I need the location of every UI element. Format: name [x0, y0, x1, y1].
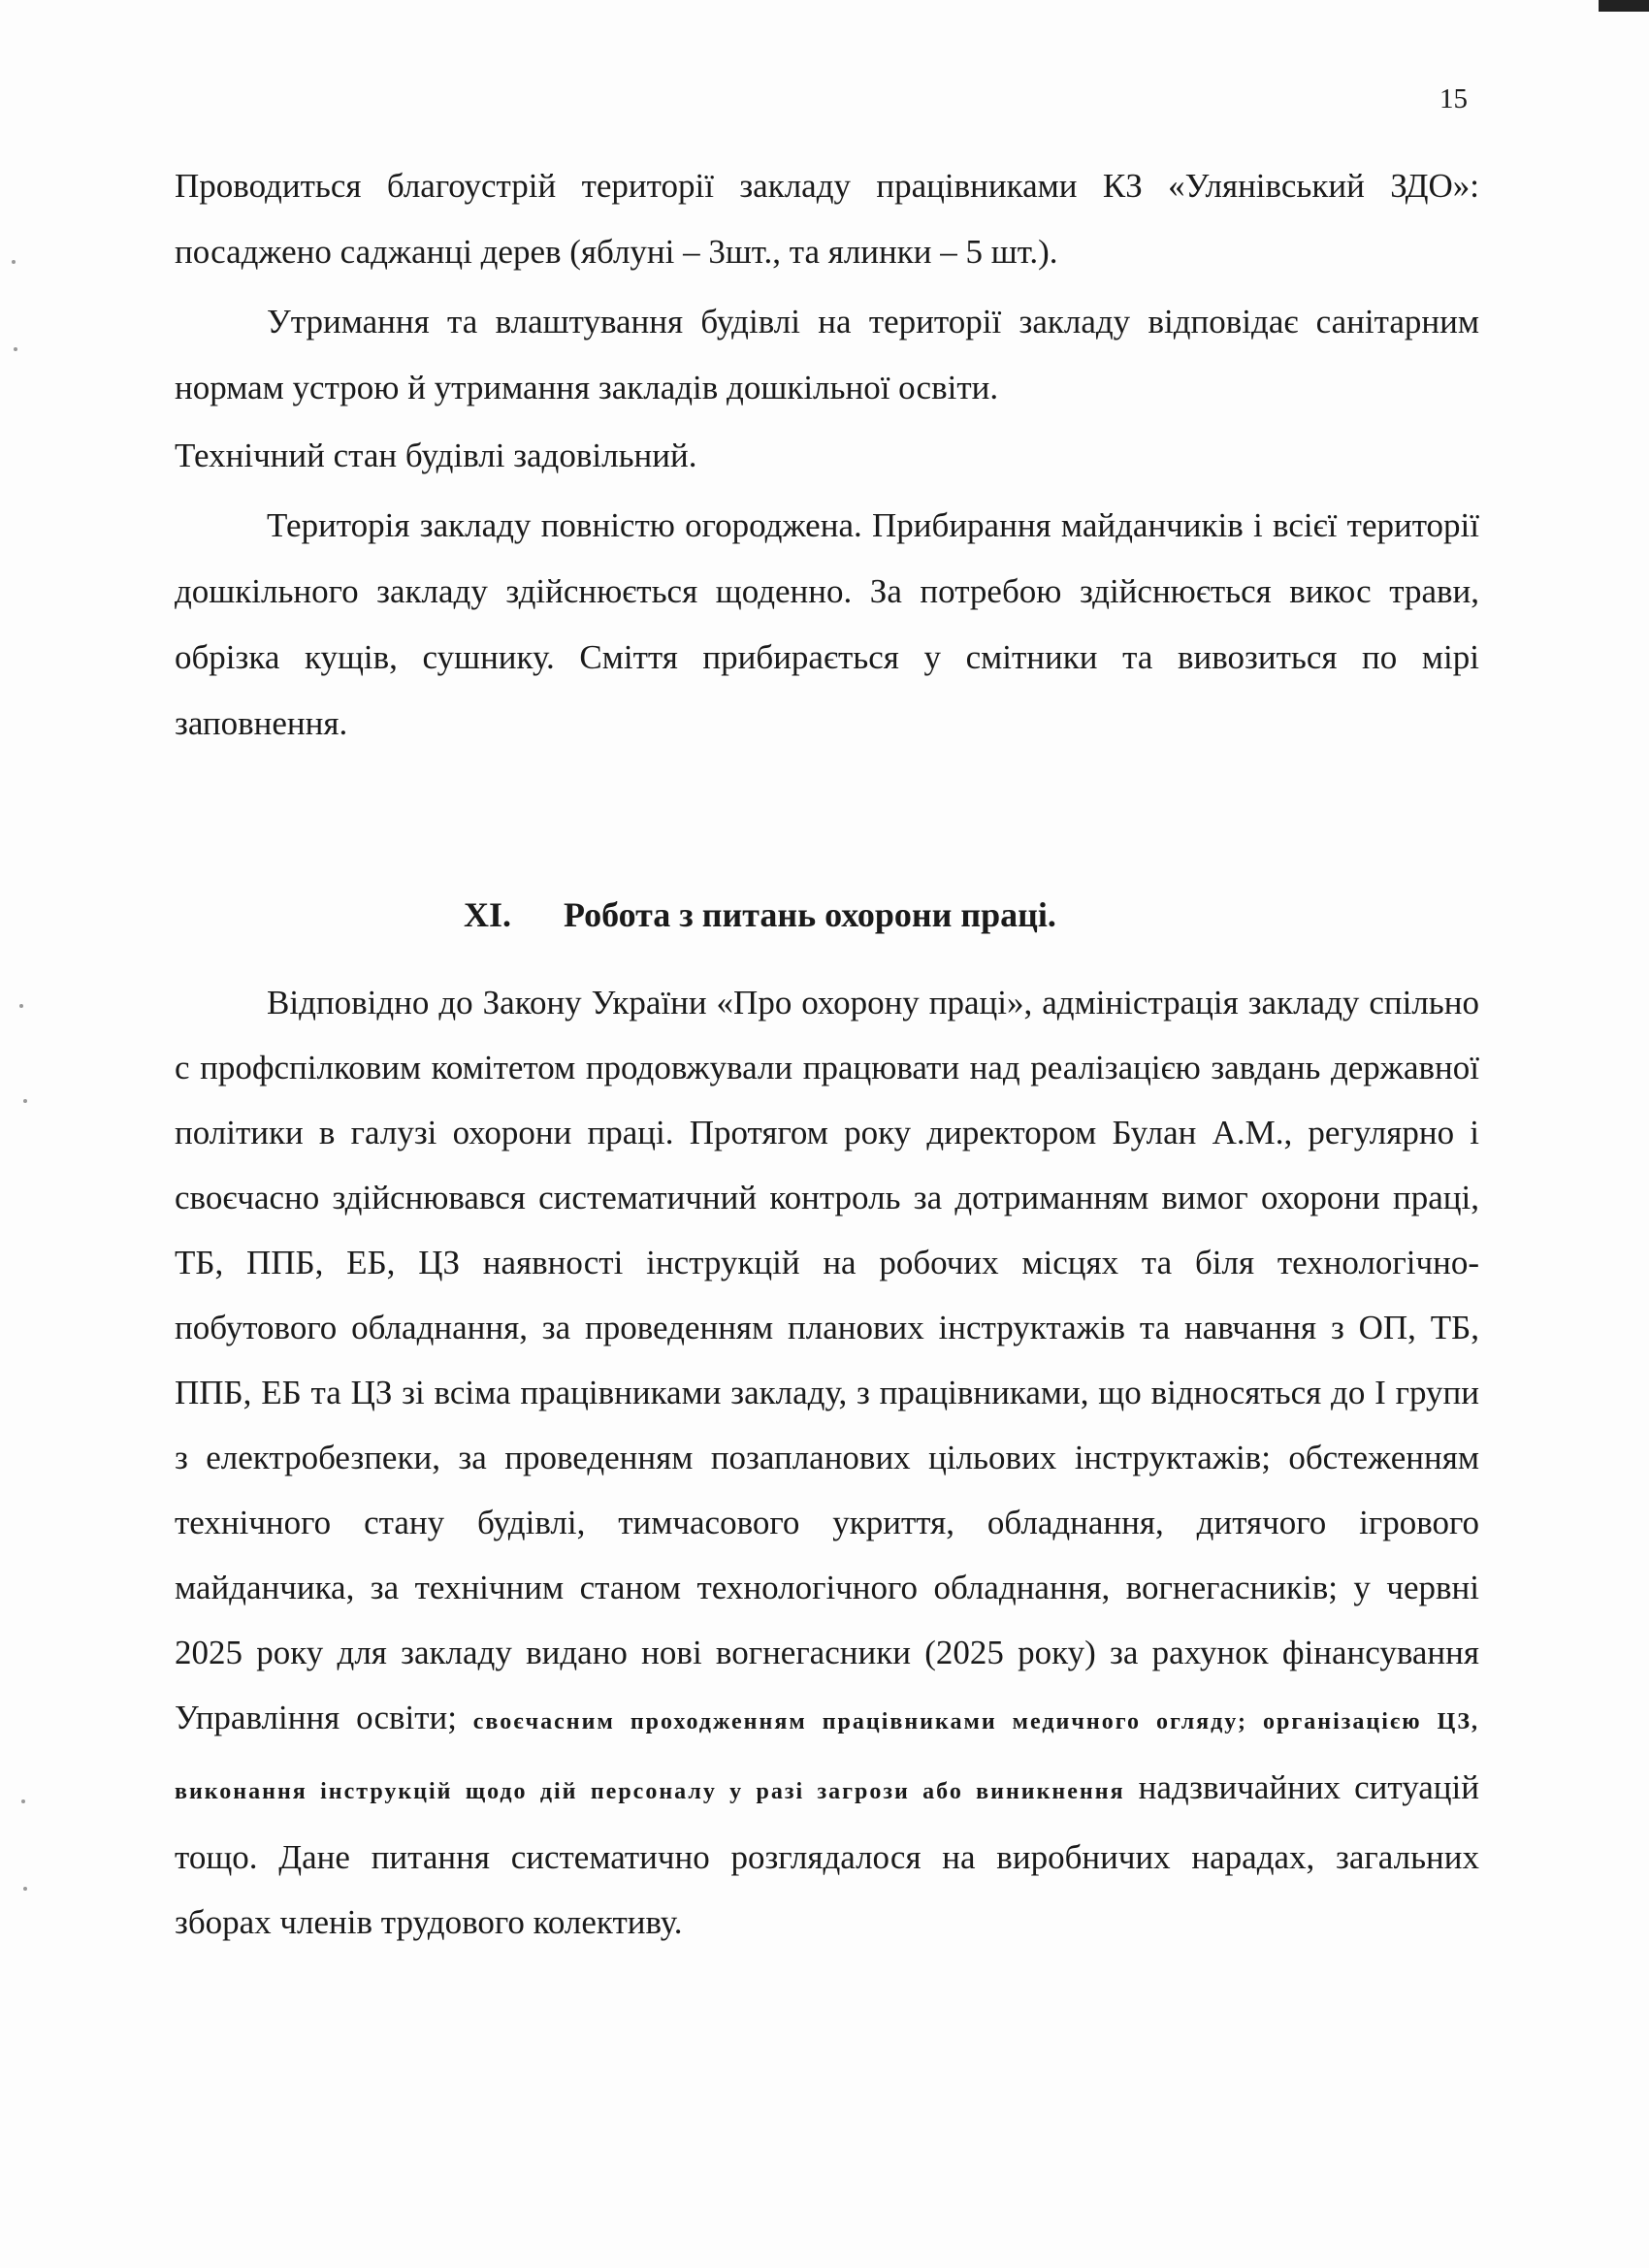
labor-safety-text-end: надзвичайних ситуацій тощо. Дане питання систематично розглядалося на виробничих нарадах, загальних зборах членів трудового колективу.	[175, 1768, 1479, 1941]
section-heading	[464, 894, 1056, 935]
labor-safety-text: Відповідно до Закону України «Про охорону праці», адміністрація закладу спільно с профспілковим комітетом продовжували працювати над реалізацією завдань державної політики в галузі охорони праці. Протягом року директором Булан А.М., регулярно і своєчасно здійснювався систематичний контроль за дотриманням вимог охорони праці, ТБ, ППБ, ЕБ, ЦЗ наявності інструкцій на робочих місцях та біля технологічно-побутового обладнання, за проведенням планових інструктажів та навчання з ОП, ТБ, ППБ, ЕБ та ЦЗ зі всіма працівниками закладу, з працівниками, що відносяться до І групи з електробезпеки, за проведенням позапланових цільових інструктажів; обстеженням технічного стану будівлі, тимчасового укриття, обладнання, дитячого ігрового майданчика, за технічним станом технологічного обладнання, вогнегасників; у червні 2025 року для закладу видано нові вогнегасники (2025 року) за рахунок фінансування Управління освіти;	[175, 984, 1479, 1736]
scan-speck	[23, 1887, 27, 1891]
page-number: 15	[1439, 83, 1468, 114]
paragraph-building-maintenance: Утримання та влаштування будівлі на території закладу відповідає санітарним нормам устрою й утримання закладів дошкільної освіти.	[175, 303, 1479, 406]
section-title: Робота з питань охорони праці.	[564, 895, 1056, 934]
scan-speck	[23, 1099, 27, 1103]
section-number: XI.	[464, 895, 512, 934]
paragraph-landscaping: Проводиться благоустрій території закладу працівниками КЗ «Улянівський ЗДО»: посаджено саджанці дерев (яблуні – 3шт., та ялинки – 5 шт.).	[175, 167, 1479, 271]
scan-speck	[21, 1799, 25, 1803]
text-block-top	[175, 153, 1479, 757]
scan-corner-mark	[1599, 0, 1649, 12]
scan-speck	[14, 347, 17, 351]
paragraph-technical-state: Технічний стан будівлі задовільний.	[175, 437, 697, 474]
labor-safety-text-bold: своєчасним проходженням працівниками медичного огляду; організацією ЦЗ, виконання інструкцій щодо дій персоналу у разі загрози або виникнення	[175, 1709, 1479, 1804]
text-block-labor-safety	[175, 970, 1479, 1955]
scan-speck	[12, 260, 16, 264]
paragraph-territory: Територія закладу повністю огороджена. Прибирання майданчиків і всієї території дошкільного закладу здійснюється щоденно. За потребою здійснюється викос трави, обрізка кущів, сушнику. Сміття прибирається у смітники та вивозиться по мірі заповнення.	[175, 506, 1479, 742]
scan-speck	[19, 1004, 23, 1008]
paragraph-labor-safety	[175, 970, 1479, 1955]
